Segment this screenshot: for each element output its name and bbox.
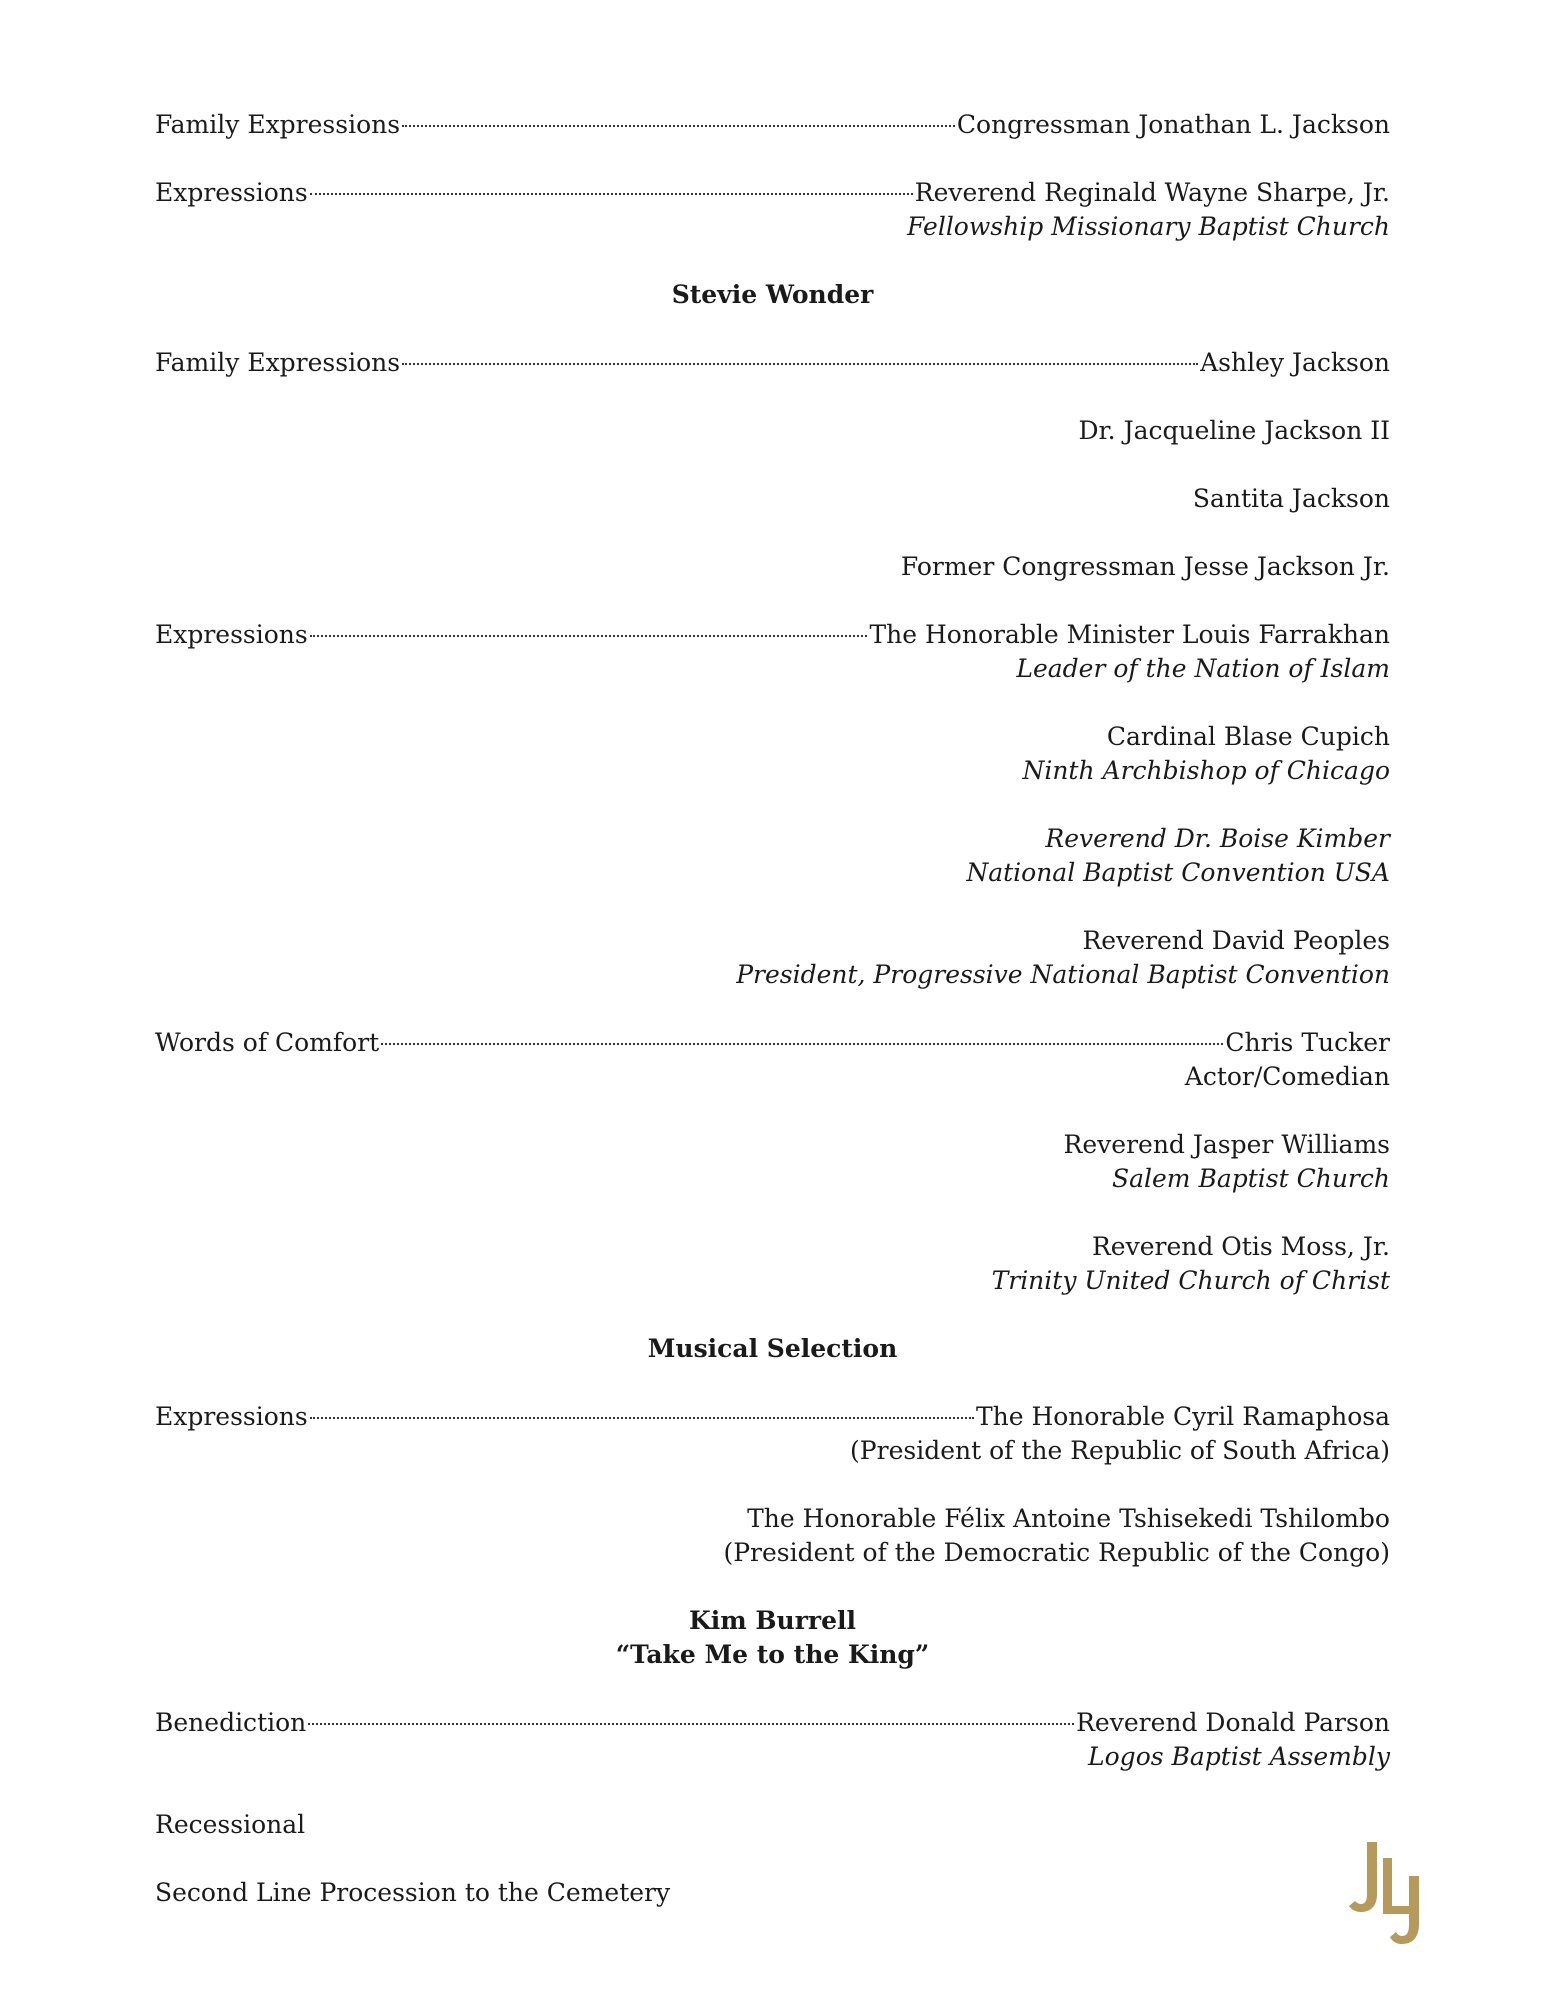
speaker-name: Cardinal Blase Cupich (1106, 722, 1390, 751)
program-row-family-expressions-2 (155, 346, 1390, 380)
dot-leader (402, 125, 955, 127)
speaker-name: The Honorable Félix Antoine Tshisekedi Tshilombo (747, 1504, 1390, 1533)
row-label: Family Expressions (155, 110, 401, 139)
program-row-expressions-3 (155, 1400, 1390, 1434)
program-row-words-of-comfort (155, 1026, 1390, 1060)
program-item-recessional: Recessional (155, 1810, 306, 1839)
row-label: Benediction (155, 1708, 307, 1737)
speaker-name: Reverend Jasper Williams (1063, 1130, 1390, 1159)
speaker-affiliation: Ninth Archbishop of Chicago (1022, 756, 1390, 785)
speaker-affiliation: (President of the Democratic Republic of the Congo) (723, 1538, 1390, 1567)
row-label: Expressions (155, 620, 308, 649)
row-speaker: Ashley Jackson (1200, 348, 1390, 377)
speaker-name: Reverend David Peoples (1082, 926, 1390, 955)
row-speaker: Congressman Jonathan L. Jackson (956, 110, 1390, 139)
dot-leader (308, 1723, 1074, 1725)
jlj-monogram-logo (1345, 1838, 1435, 1948)
speaker-affiliation: (President of the Republic of South Africa) (850, 1436, 1390, 1465)
row-label: Family Expressions (155, 348, 401, 377)
speaker-name: Dr. Jacqueline Jackson II (1078, 416, 1390, 445)
speaker-affiliation: President, Progressive National Baptist Convention (736, 960, 1390, 989)
row-speaker: Reverend Donald Parson (1076, 1708, 1390, 1737)
dot-leader (310, 635, 868, 637)
speaker-affiliation: Trinity United Church of Christ (991, 1266, 1390, 1295)
row-label: Words of Comfort (155, 1028, 380, 1057)
program-page (155, 0, 1390, 2000)
row-label: Expressions (155, 178, 308, 207)
program-row-expressions-2 (155, 618, 1390, 652)
speaker-name: Reverend Otis Moss, Jr. (1091, 1232, 1390, 1261)
dot-leader (310, 193, 913, 195)
section-heading-stevie-wonder: Stevie Wonder (671, 280, 874, 309)
speaker-name: Reverend Dr. Boise Kimber (1045, 824, 1390, 853)
speaker-affiliation: Salem Baptist Church (1111, 1164, 1390, 1193)
row-label: Expressions (155, 1402, 308, 1431)
song-title: “Take Me to the King” (615, 1640, 930, 1669)
row-speaker: The Honorable Minister Louis Farrakhan (869, 620, 1390, 649)
program-row-expressions-1 (155, 176, 1390, 210)
dot-leader (310, 1417, 974, 1419)
speaker-affiliation: Logos Baptist Assembly (1088, 1742, 1390, 1771)
speaker-affiliation: Leader of the Nation of Islam (1016, 654, 1390, 683)
row-speaker: Reverend Reginald Wayne Sharpe, Jr. (914, 178, 1390, 207)
program-row-family-expressions-1 (155, 108, 1390, 142)
row-speaker: Chris Tucker (1225, 1028, 1390, 1057)
speaker-name: Santita Jackson (1192, 484, 1390, 513)
dot-leader (402, 363, 1198, 365)
speaker-affiliation: Actor/Comedian (1184, 1062, 1390, 1091)
speaker-name: Former Congressman Jesse Jackson Jr. (900, 552, 1390, 581)
speaker-affiliation: Fellowship Missionary Baptist Church (907, 212, 1390, 241)
program-item-second-line: Second Line Procession to the Cemetery (155, 1878, 671, 1907)
speaker-affiliation: National Baptist Convention USA (966, 858, 1390, 887)
dot-leader (381, 1043, 1223, 1045)
program-row-benediction (155, 1706, 1390, 1740)
row-speaker: The Honorable Cyril Ramaphosa (975, 1402, 1390, 1431)
section-heading-musical-selection: Musical Selection (647, 1334, 898, 1363)
section-heading-kim-burrell: Kim Burrell (689, 1606, 856, 1635)
